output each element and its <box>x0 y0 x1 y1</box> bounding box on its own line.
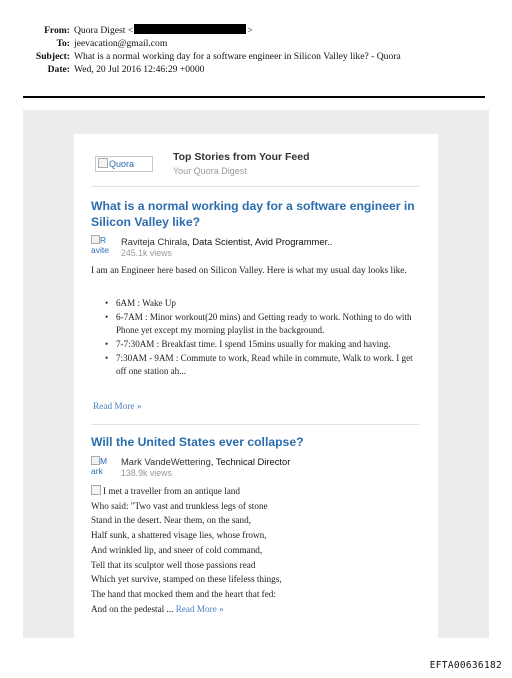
from-value: Quora Digest < <box>74 25 134 36</box>
header-divider <box>23 96 485 98</box>
author-line <box>121 236 332 247</box>
list-item: • 6-7AM : Minor workout(20 mins) and Getting ready to work. Nothing to do with Phone yet except my morning playlist in the background. <box>91 311 421 338</box>
redaction-box <box>134 24 246 34</box>
story-question-link[interactable] <box>91 434 421 450</box>
poem-line: And on the pedestal ... <box>91 603 174 614</box>
list-item: • 7-7:30AM : Breakfast time. I spend 15mins usually for making and having. <box>91 338 421 351</box>
author-avatar[interactable] <box>91 456 116 478</box>
from-label: From: <box>44 25 70 36</box>
poem-line: Who said: "Two vast and trunkless legs of stone <box>91 500 268 511</box>
question-line: Will the United States ever collapse? <box>91 435 304 449</box>
question-line: Silicon Valley like? <box>91 215 201 229</box>
poem-line: And wrinkled lip, and sneer of cold command, <box>91 544 263 555</box>
section-divider <box>91 186 419 187</box>
list-item: • 6AM : Wake Up <box>91 297 421 310</box>
answer-intro: I am an Engineer here based on Silicon Valley. Here is what my usual day looks like. <box>91 266 407 276</box>
view-count: 138.9k views <box>121 468 172 478</box>
author-avatar[interactable] <box>91 235 116 257</box>
avatar-alt-text: R <box>100 235 107 245</box>
author-description: , Data Scientist, Avid Programmer.. <box>187 236 333 247</box>
poem-line: I met a traveller from an antique land <box>103 486 240 496</box>
broken-image-icon <box>91 235 100 244</box>
subject-row <box>0 50 512 63</box>
list-item: • 7:30AM - 9AM : Commute to work, Read while in commute, Walk to work. I get off one station ah... <box>91 352 421 379</box>
to-row <box>0 37 512 50</box>
poem-line: Which yet survive, stamped on these lifeless things, <box>91 574 282 585</box>
quora-logo-image[interactable] <box>95 156 153 172</box>
from-suffix: > <box>247 25 253 36</box>
poem-line: Half sunk, a shattered visage lies, whose frown, <box>91 530 267 541</box>
logo-alt-text: Quora <box>109 159 135 169</box>
schedule-list <box>91 297 421 379</box>
avatar-alt-text: ark <box>91 466 103 476</box>
author-name-link[interactable]: Raviteja Chirala <box>121 236 188 247</box>
author-name-link[interactable]: Mark VandeWettering <box>121 456 211 467</box>
to-value: jeevacation@gmail.com <box>74 38 168 49</box>
email-header <box>0 24 512 76</box>
to-label: To: <box>56 38 70 49</box>
view-count: 245.1k views <box>121 248 172 258</box>
date-row <box>0 63 512 76</box>
avatar-alt-text: M <box>100 456 108 466</box>
date-label: Date: <box>47 64 70 75</box>
story-question-link[interactable] <box>91 198 421 230</box>
date-value: Wed, 20 Jul 2016 12:46:29 +0000 <box>74 64 205 75</box>
section-divider <box>91 424 419 425</box>
author-description: , Technical Director <box>210 456 291 467</box>
poem-line: Tell that its sculptor well those passions read <box>91 559 256 570</box>
avatar-alt-text: avite <box>91 245 109 255</box>
poem-line: The hand that mocked them and the heart that fed: <box>91 588 276 599</box>
read-more-link[interactable]: Read More » <box>175 603 224 614</box>
subject-label: Subject: <box>35 51 70 62</box>
broken-image-icon <box>98 158 108 168</box>
from-row <box>0 24 512 37</box>
poem-line: Stand in the desert. Near them, on the sand, <box>91 515 251 526</box>
read-more-link[interactable]: Read More » <box>93 402 142 412</box>
broken-image-icon <box>91 485 101 495</box>
broken-image-icon <box>91 456 100 465</box>
answer-excerpt <box>91 484 421 616</box>
author-line <box>121 456 290 467</box>
document-id: EFTA00636182 <box>429 660 502 671</box>
subject-value: What is a normal working day for a software engineer in Silicon Valley like? - Quora <box>74 51 401 62</box>
digest-subtitle: Your Quora Digest <box>173 166 247 176</box>
question-line: What is a normal working day for a software engineer in <box>91 199 415 213</box>
digest-title: Top Stories from Your Feed <box>173 151 310 163</box>
